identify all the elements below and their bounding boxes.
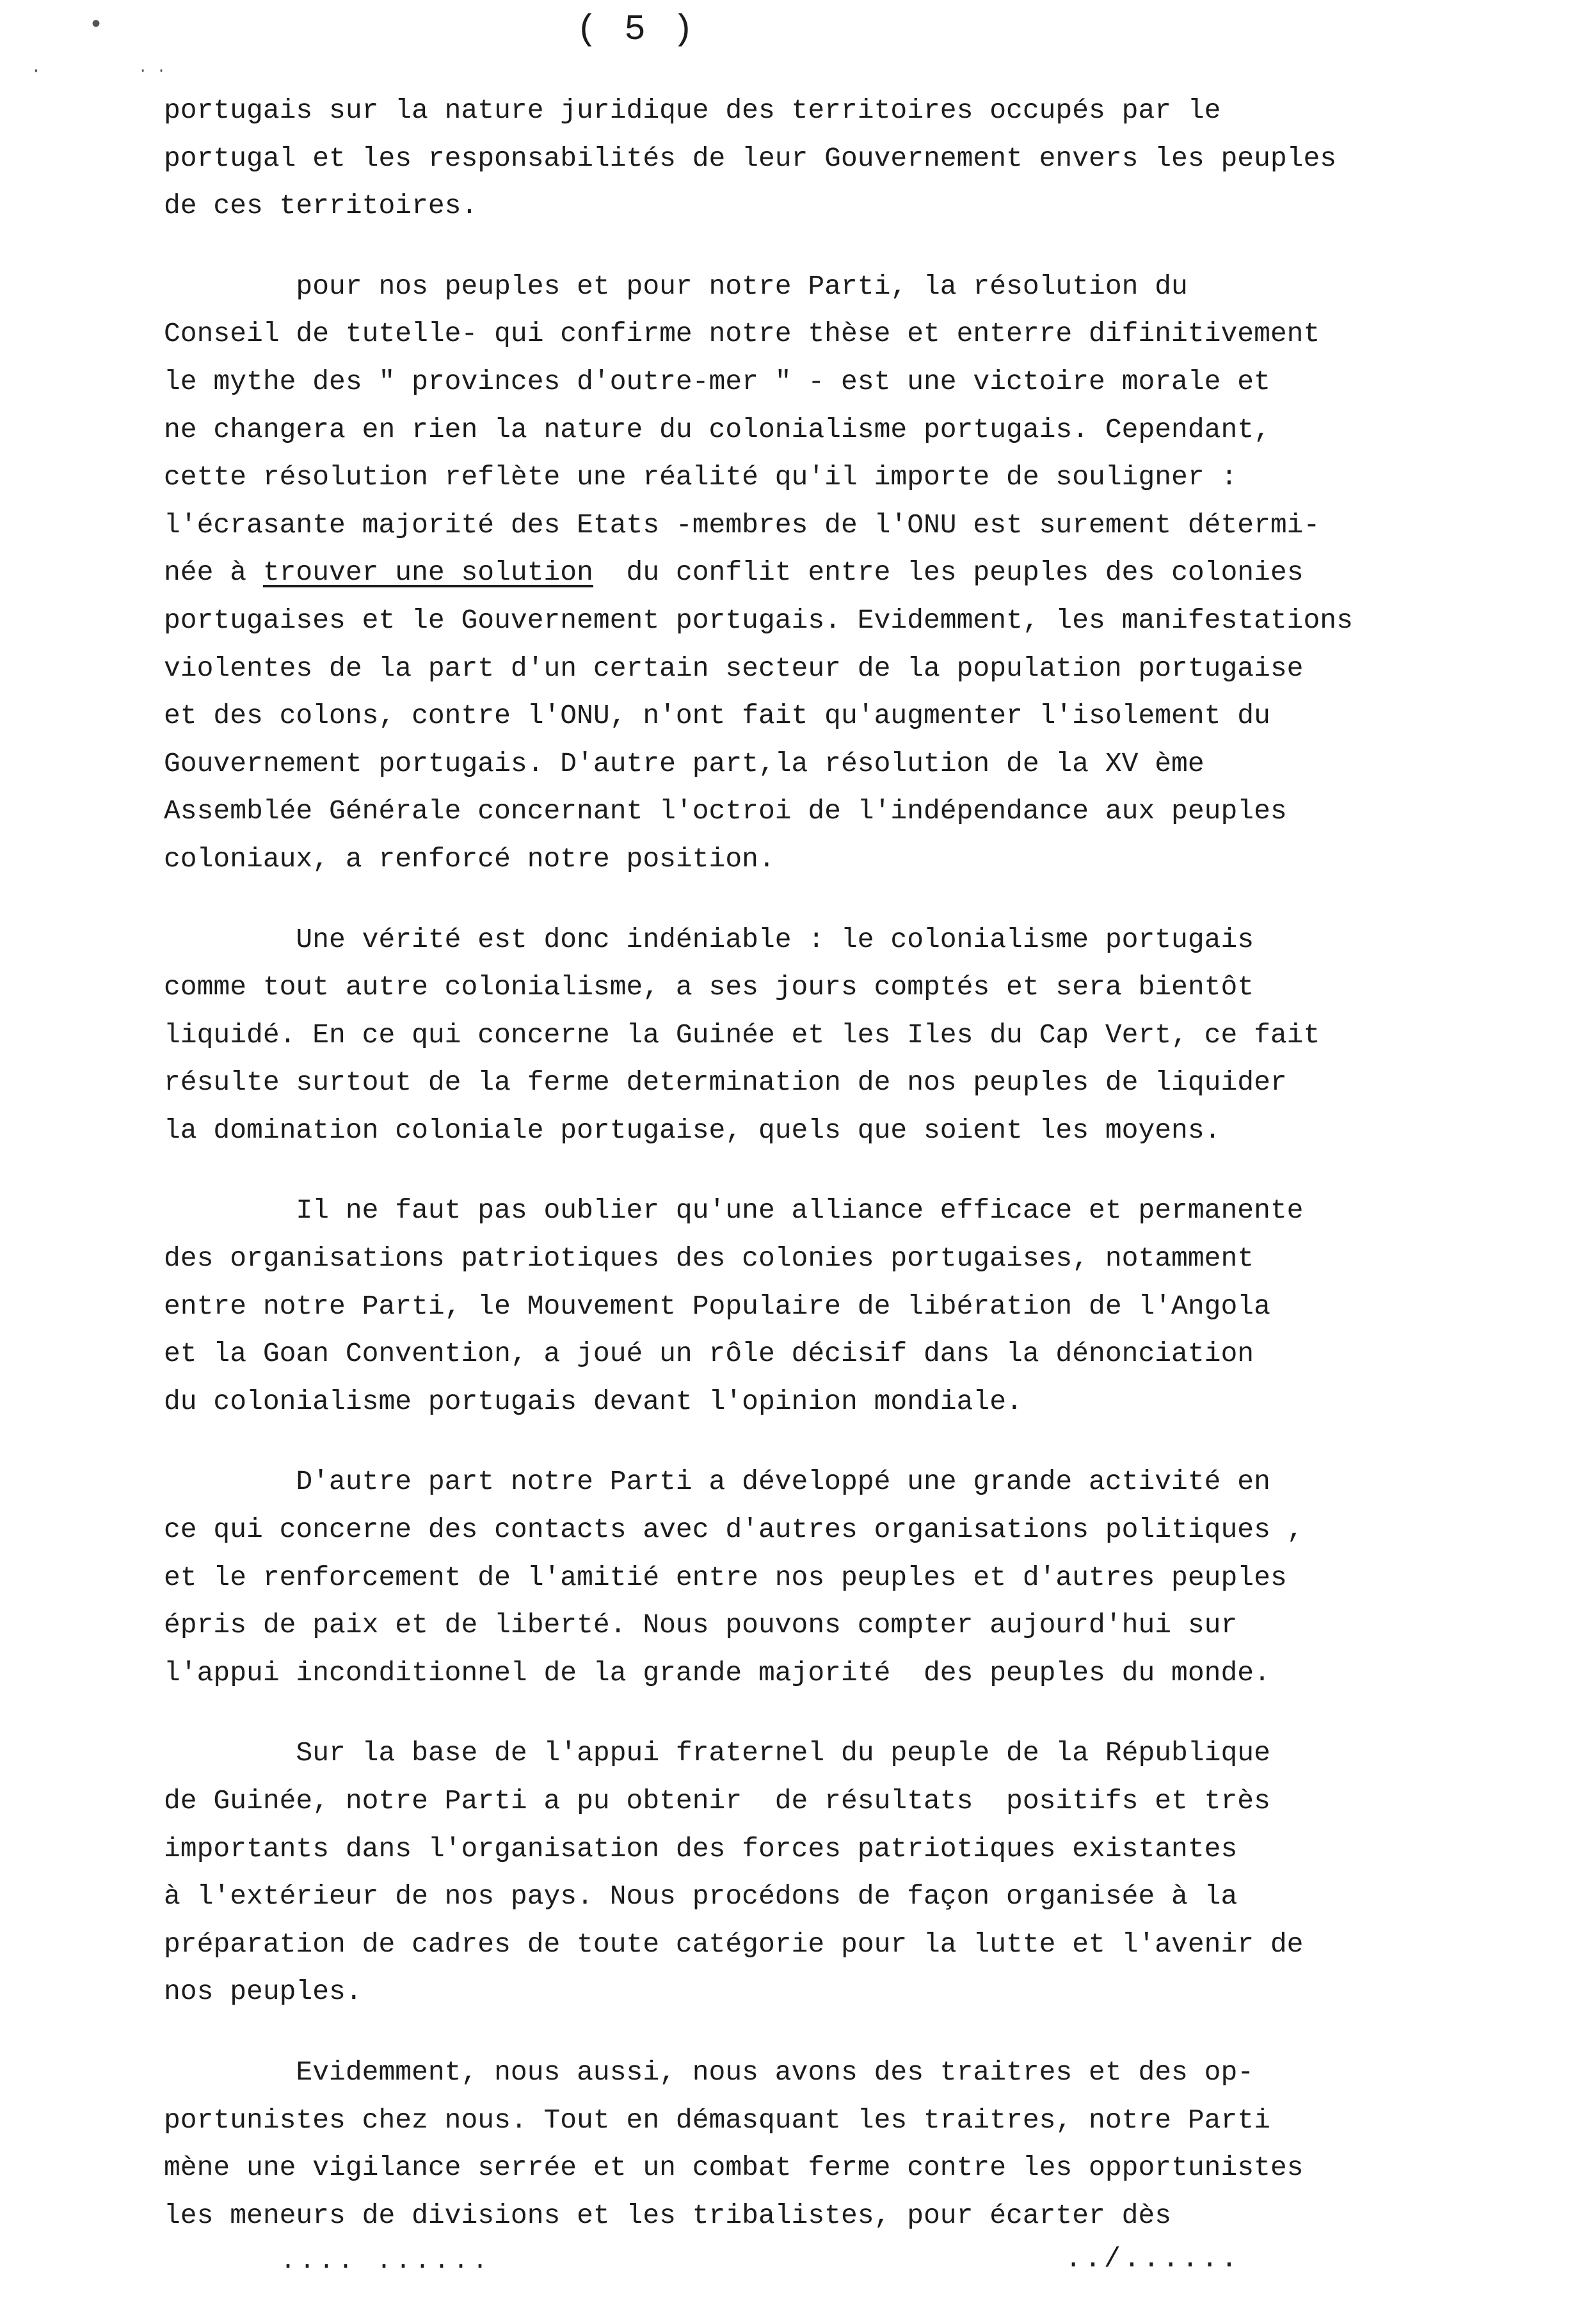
text-line-with-underline xyxy=(164,549,1444,597)
underlined-phrase: trouver une solution xyxy=(262,557,593,589)
text-line: portunistes chez nous. Tout en démasquant les traitres, notre Parti xyxy=(164,2104,1270,2136)
margin-specks: · · xyxy=(138,63,166,80)
text-line: de Guinée, notre Parti a pu obtenir de résultats positifs et très xyxy=(164,1785,1270,1817)
text-line: la domination coloniale portugaise, quels que soient les moyens. xyxy=(164,1114,1221,1146)
text-line: Sur la base de l'appui fraternel du peuple de la République xyxy=(164,1737,1270,1769)
text-line: portugal et les responsabilités de leur Gouvernement envers les peuples xyxy=(164,142,1337,174)
text-line: de ces territoires. xyxy=(164,190,478,222)
continuation-marker: ../...... xyxy=(1065,2243,1240,2275)
text-line: ce qui concerne des contacts avec d'autres organisations politiques , xyxy=(164,1514,1304,1546)
text-line: et la Goan Convention, a joué un rôle décisif dans la dénonciation xyxy=(164,1338,1254,1370)
text-line: du colonialisme portugais devant l'opinion mondiale. xyxy=(164,1385,1023,1417)
body-text xyxy=(164,87,1444,2240)
text-line: Evidemment, nous aussi, nous avons des traitres et des op- xyxy=(164,2056,1254,2088)
text-line: résulte surtout de la ferme determination de nos peuples de liquider xyxy=(164,1067,1287,1099)
text-line: Assemblée Générale concernant l'octroi de l'indépendance aux peuples xyxy=(164,795,1287,827)
text-line: nos peuples. xyxy=(164,1976,362,2008)
text-line: ne changera en rien la nature du colonialisme portugais. Cependant, xyxy=(164,413,1270,445)
margin-specks: · xyxy=(31,61,42,81)
page-number: ( 5 ) xyxy=(576,9,697,50)
text-line: cette résolution reflète une réalité qu'il importe de souligner : xyxy=(164,461,1238,493)
text-line: et des colons, contre l'ONU, n'ont fait qu'augmenter l'isolement du xyxy=(164,700,1270,732)
text-line: les meneurs de divisions et les tribalistes, pour écarter dès xyxy=(164,2199,1172,2231)
text-line: Il ne faut pas oublier qu'une alliance efficace et permanente xyxy=(164,1195,1304,1227)
line-start: née à xyxy=(164,557,263,589)
text-line: préparation de cadres de toute catégorie pour la lutte et l'avenir de xyxy=(164,1928,1304,1960)
margin-specks: • xyxy=(88,12,104,40)
text-line: le mythe des " provinces d'outre-mer " - est une victoire morale et xyxy=(164,365,1270,397)
text-line: Une vérité est donc indéniable : le colonialisme portugais xyxy=(164,923,1254,955)
text-line: Conseil de tutelle- qui confirme notre thèse et enterre difinitivement xyxy=(164,318,1320,350)
text-line: pour nos peuples et pour notre Parti, la résolution du xyxy=(164,270,1188,302)
line-end: du conflit entre les peuples des colonies xyxy=(593,557,1304,589)
text-line: portugais sur la nature juridique des territoires occupés par le xyxy=(164,95,1221,126)
footer-dots: .... ...... xyxy=(280,2247,492,2276)
text-line: mène une vigilance serrée et un combat ferme contre les opportunistes xyxy=(164,2152,1304,2184)
text-line: l'appui inconditionnel de la grande majorité des peuples du monde. xyxy=(164,1657,1270,1689)
text-line: des organisations patriotiques des colonies portugaises, notamment xyxy=(164,1243,1254,1275)
text-line: D'autre part notre Parti a développé une grande activité en xyxy=(164,1466,1270,1498)
text-line: coloniaux, a renforcé notre position. xyxy=(164,843,775,875)
text-line: portugaises et le Gouvernement portugais. Evidemment, les manifestations xyxy=(164,604,1353,636)
text-line: l'écrasante majorité des Etats -membres de l'ONU est surement détermi- xyxy=(164,509,1320,541)
text-line: à l'extérieur de nos pays. Nous procédons de façon organisée à la xyxy=(164,1881,1238,1913)
text-line: comme tout autre colonialisme, a ses jours comptés et sera bientôt xyxy=(164,971,1254,1003)
text-line: importants dans l'organisation des forces patriotiques existantes xyxy=(164,1833,1238,1865)
text-line: Gouvernement portugais. D'autre part,la résolution de la XV ème xyxy=(164,747,1205,779)
text-line: et le renforcement de l'amitié entre nos peuples et d'autres peuples xyxy=(164,1561,1287,1593)
text-line: entre notre Parti, le Mouvement Populaire de libération de l'Angola xyxy=(164,1290,1270,1322)
text-line: violentes de la part d'un certain secteur de la population portugaise xyxy=(164,652,1304,684)
text-line: liquidé. En ce qui concerne la Guinée et les Iles du Cap Vert, ce fait xyxy=(164,1019,1320,1051)
text-line: épris de paix et de liberté. Nous pouvons compter aujourd'hui sur xyxy=(164,1609,1238,1641)
